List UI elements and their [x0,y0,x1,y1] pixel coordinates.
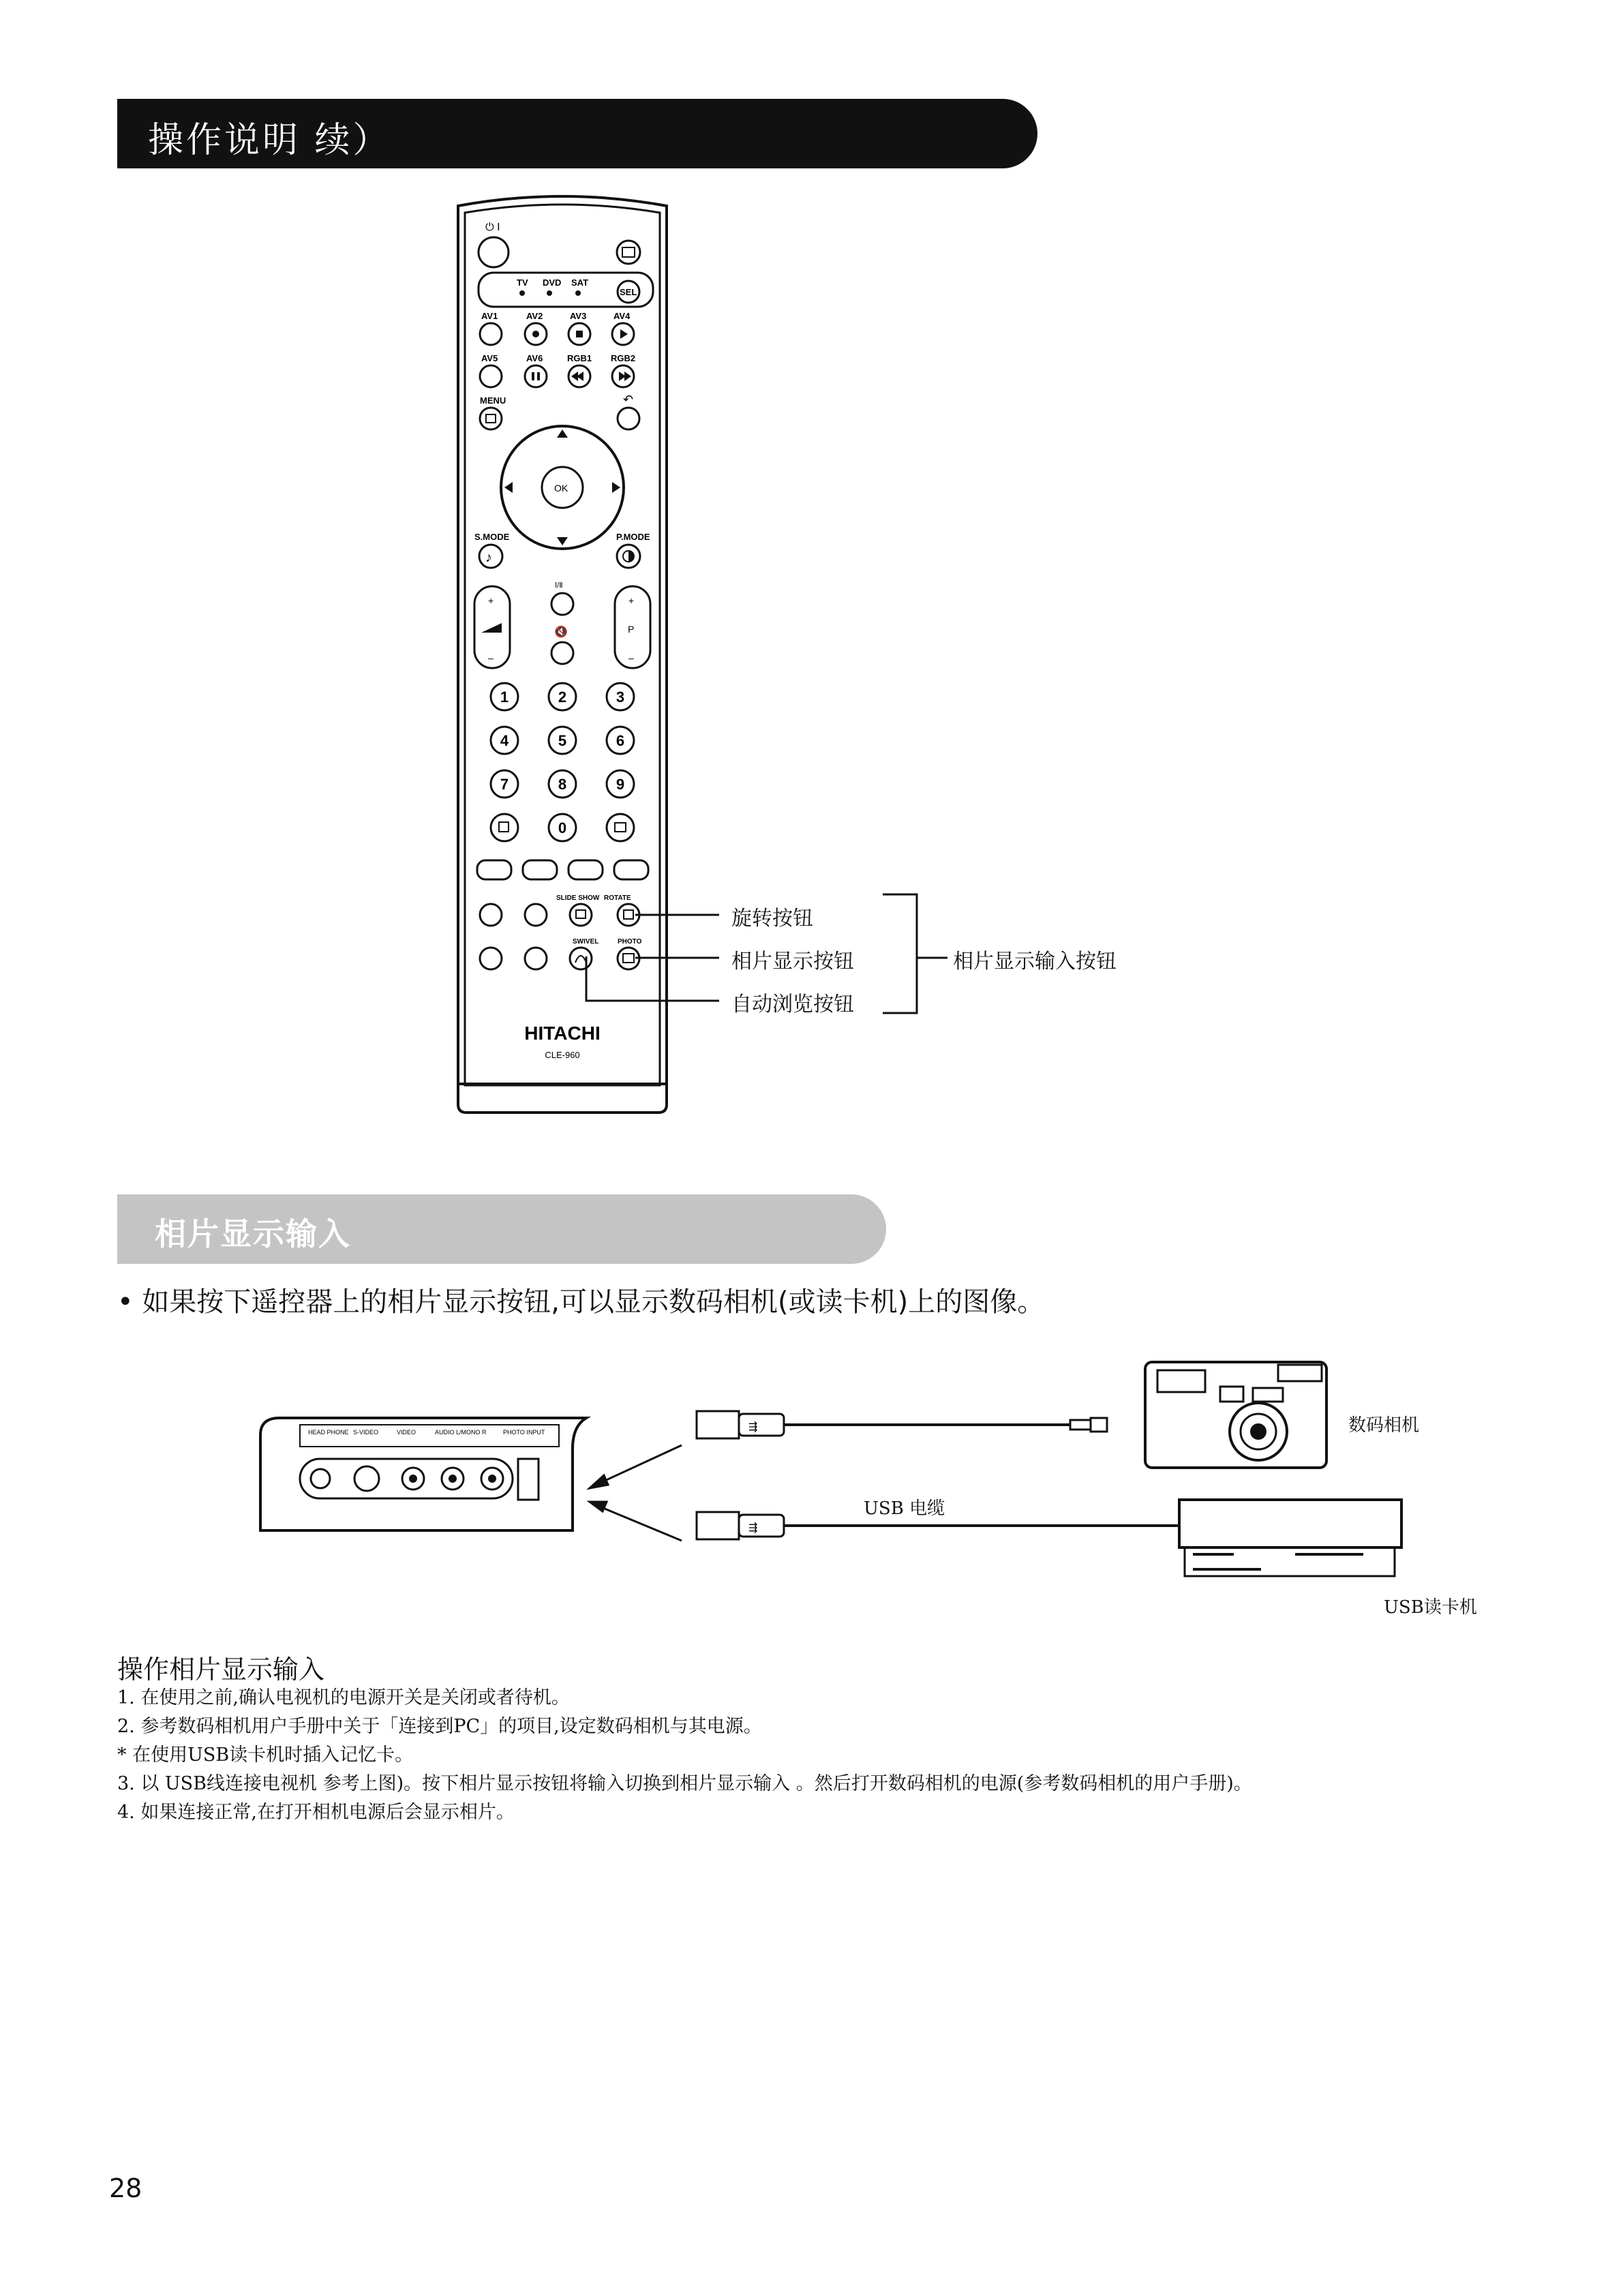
section-title: 相片显示输入 [155,1215,351,1252]
teletext-button[interactable] [480,904,502,926]
teletext-icon [499,822,509,832]
digit-6: 6 [616,732,625,749]
step-1: 1. 在使用之前,确认电视机的电源开关是关闭或者待机。 [117,1687,570,1708]
usb-cable-label: USB 电缆 [864,1498,945,1519]
panel-headphone: HEAD PHONE [308,1429,349,1436]
steps-title: 操作相片显示输入 [117,1655,325,1685]
step-2-note: * 在使用USB读卡机时插入记忆卡。 [117,1744,414,1766]
smode-label: S.MODE [474,532,510,542]
swivel-label: SWIVEL [573,938,599,946]
slideshow-label: SLIDE SHOW [556,894,600,902]
svg-text:⇶: ⇶ [748,1522,758,1534]
pmode-label: P.MODE [616,532,650,542]
model-number: CLE-960 [545,1050,580,1060]
callout-photo: 相片显示按钮 [731,950,854,973]
volume-icon [481,623,502,633]
subpage-button[interactable] [525,904,547,926]
down-arrow-icon [557,537,568,545]
connection-diagram [252,1350,1500,1622]
intro-line [117,1280,1044,1319]
blue-key[interactable] [614,860,648,879]
av6-button[interactable] [525,365,547,387]
left-arrow-icon [504,482,513,493]
av5-button[interactable] [480,365,502,387]
page-number: 28 [109,2173,142,2203]
panel-video: VIDEO [397,1429,416,1436]
power-button[interactable] [479,237,509,267]
usb-icon: ⇶ [748,1421,758,1433]
rotate-label: ROTATE [604,894,631,902]
src-dvd: DVD [543,277,562,288]
prog-label: P [628,624,635,635]
usb-cable-top [697,1411,1107,1438]
music-note-icon: ♪ [485,550,492,565]
power-icon: ⏻ I [485,222,500,233]
hold-button[interactable] [525,948,547,969]
dual-label: Ⅰ/Ⅱ [555,581,563,590]
red-key[interactable] [477,860,511,879]
av4-label: AV4 [613,311,631,321]
record-icon [532,331,539,337]
pip-icon [615,823,626,832]
index-button[interactable] [480,948,502,969]
bullet: • [117,1286,134,1318]
svg-text:SEL: SEL [620,287,637,297]
sel-button[interactable] [618,281,639,303]
digit-3: 3 [616,689,625,706]
panel-audio: AUDIO L/MONO R [435,1429,487,1436]
stop-icon [576,331,583,337]
av1-label: AV1 [481,311,498,321]
play-icon [620,329,628,339]
camera-label: 数码相机 [1348,1415,1420,1436]
digit-9: 9 [616,776,625,793]
prog-plus: + [628,595,635,606]
av3-label: AV3 [570,311,587,321]
menu-button[interactable] [480,408,502,429]
return-icon: ↶ [623,393,634,406]
return-button[interactable] [618,408,639,429]
chapter-header-bar [117,99,1037,168]
digit-8: 8 [558,776,567,793]
digit-2: 2 [558,689,567,706]
av6-label: AV6 [526,353,543,363]
yellow-key[interactable] [568,860,603,879]
screen-button[interactable] [617,241,640,264]
usb-port [518,1459,539,1500]
dual-button[interactable] [551,593,573,615]
step-2: 2. 参考数码相机用户手册中关于「连接到PC」的项目,设定数码相机与其电源。 [117,1716,762,1737]
up-arrow-icon [557,429,568,438]
callout-rotate: 旋转按钮 [731,907,813,931]
src-sat: SAT [571,277,589,288]
green-key[interactable] [523,860,557,879]
digit-1: 1 [500,689,509,706]
panel-svideo: S-VIDEO [353,1429,379,1436]
callout-auto-browse: 自动浏览按钮 [731,993,854,1016]
ok-label: OK [554,483,568,494]
chapter-title: 操作说明 续） [148,120,391,161]
intro-text: 如果按下遥控器上的相片显示按钮,可以显示数码相机(或读卡机)上的图像。 [142,1286,1045,1318]
av5-label: AV5 [481,353,498,363]
mute-button[interactable] [551,642,573,664]
menu-label: MENU [480,395,506,406]
rgb1-label: RGB1 [567,353,592,363]
photo-label: PHOTO [618,938,642,946]
digit-7: 7 [500,776,509,793]
av1-button[interactable] [480,323,502,345]
step-4: 4. 如果连接正常,在打开相机电源后会显示相片。 [117,1802,515,1823]
step-3: 3. 以 USB线连接电视机 参考上图)。按下相片显示按钮将输入切换到相片显示输入 。然后打开数码相机的电源(参考数码相机的用户手册)。 [117,1773,1252,1794]
vol-plus: + [488,595,494,606]
tv-side-panel [260,1418,586,1530]
digit-4: 4 [500,732,509,749]
brand-logo: HITACHI [524,1023,601,1044]
section-header-bar [117,1194,886,1264]
card-reader-label: USB读卡机 [1384,1597,1477,1618]
digital-camera [1145,1362,1326,1468]
right-arrow-icon [612,482,620,493]
rgb2-label: RGB2 [611,353,636,363]
digit-0: 0 [558,819,567,836]
callout-group: 相片显示输入按钮 [953,950,1117,973]
src-tv: TV [517,277,528,288]
panel-photo-input: PHOTO INPUT [503,1429,545,1436]
digit-5: 5 [558,732,567,749]
mute-icon: 🔇 [554,626,568,638]
pause-icon [532,372,534,380]
av2-label: AV2 [526,311,543,321]
prog-minus: – [628,652,634,663]
usb-card-reader [1179,1500,1401,1576]
vol-minus: – [488,652,494,663]
